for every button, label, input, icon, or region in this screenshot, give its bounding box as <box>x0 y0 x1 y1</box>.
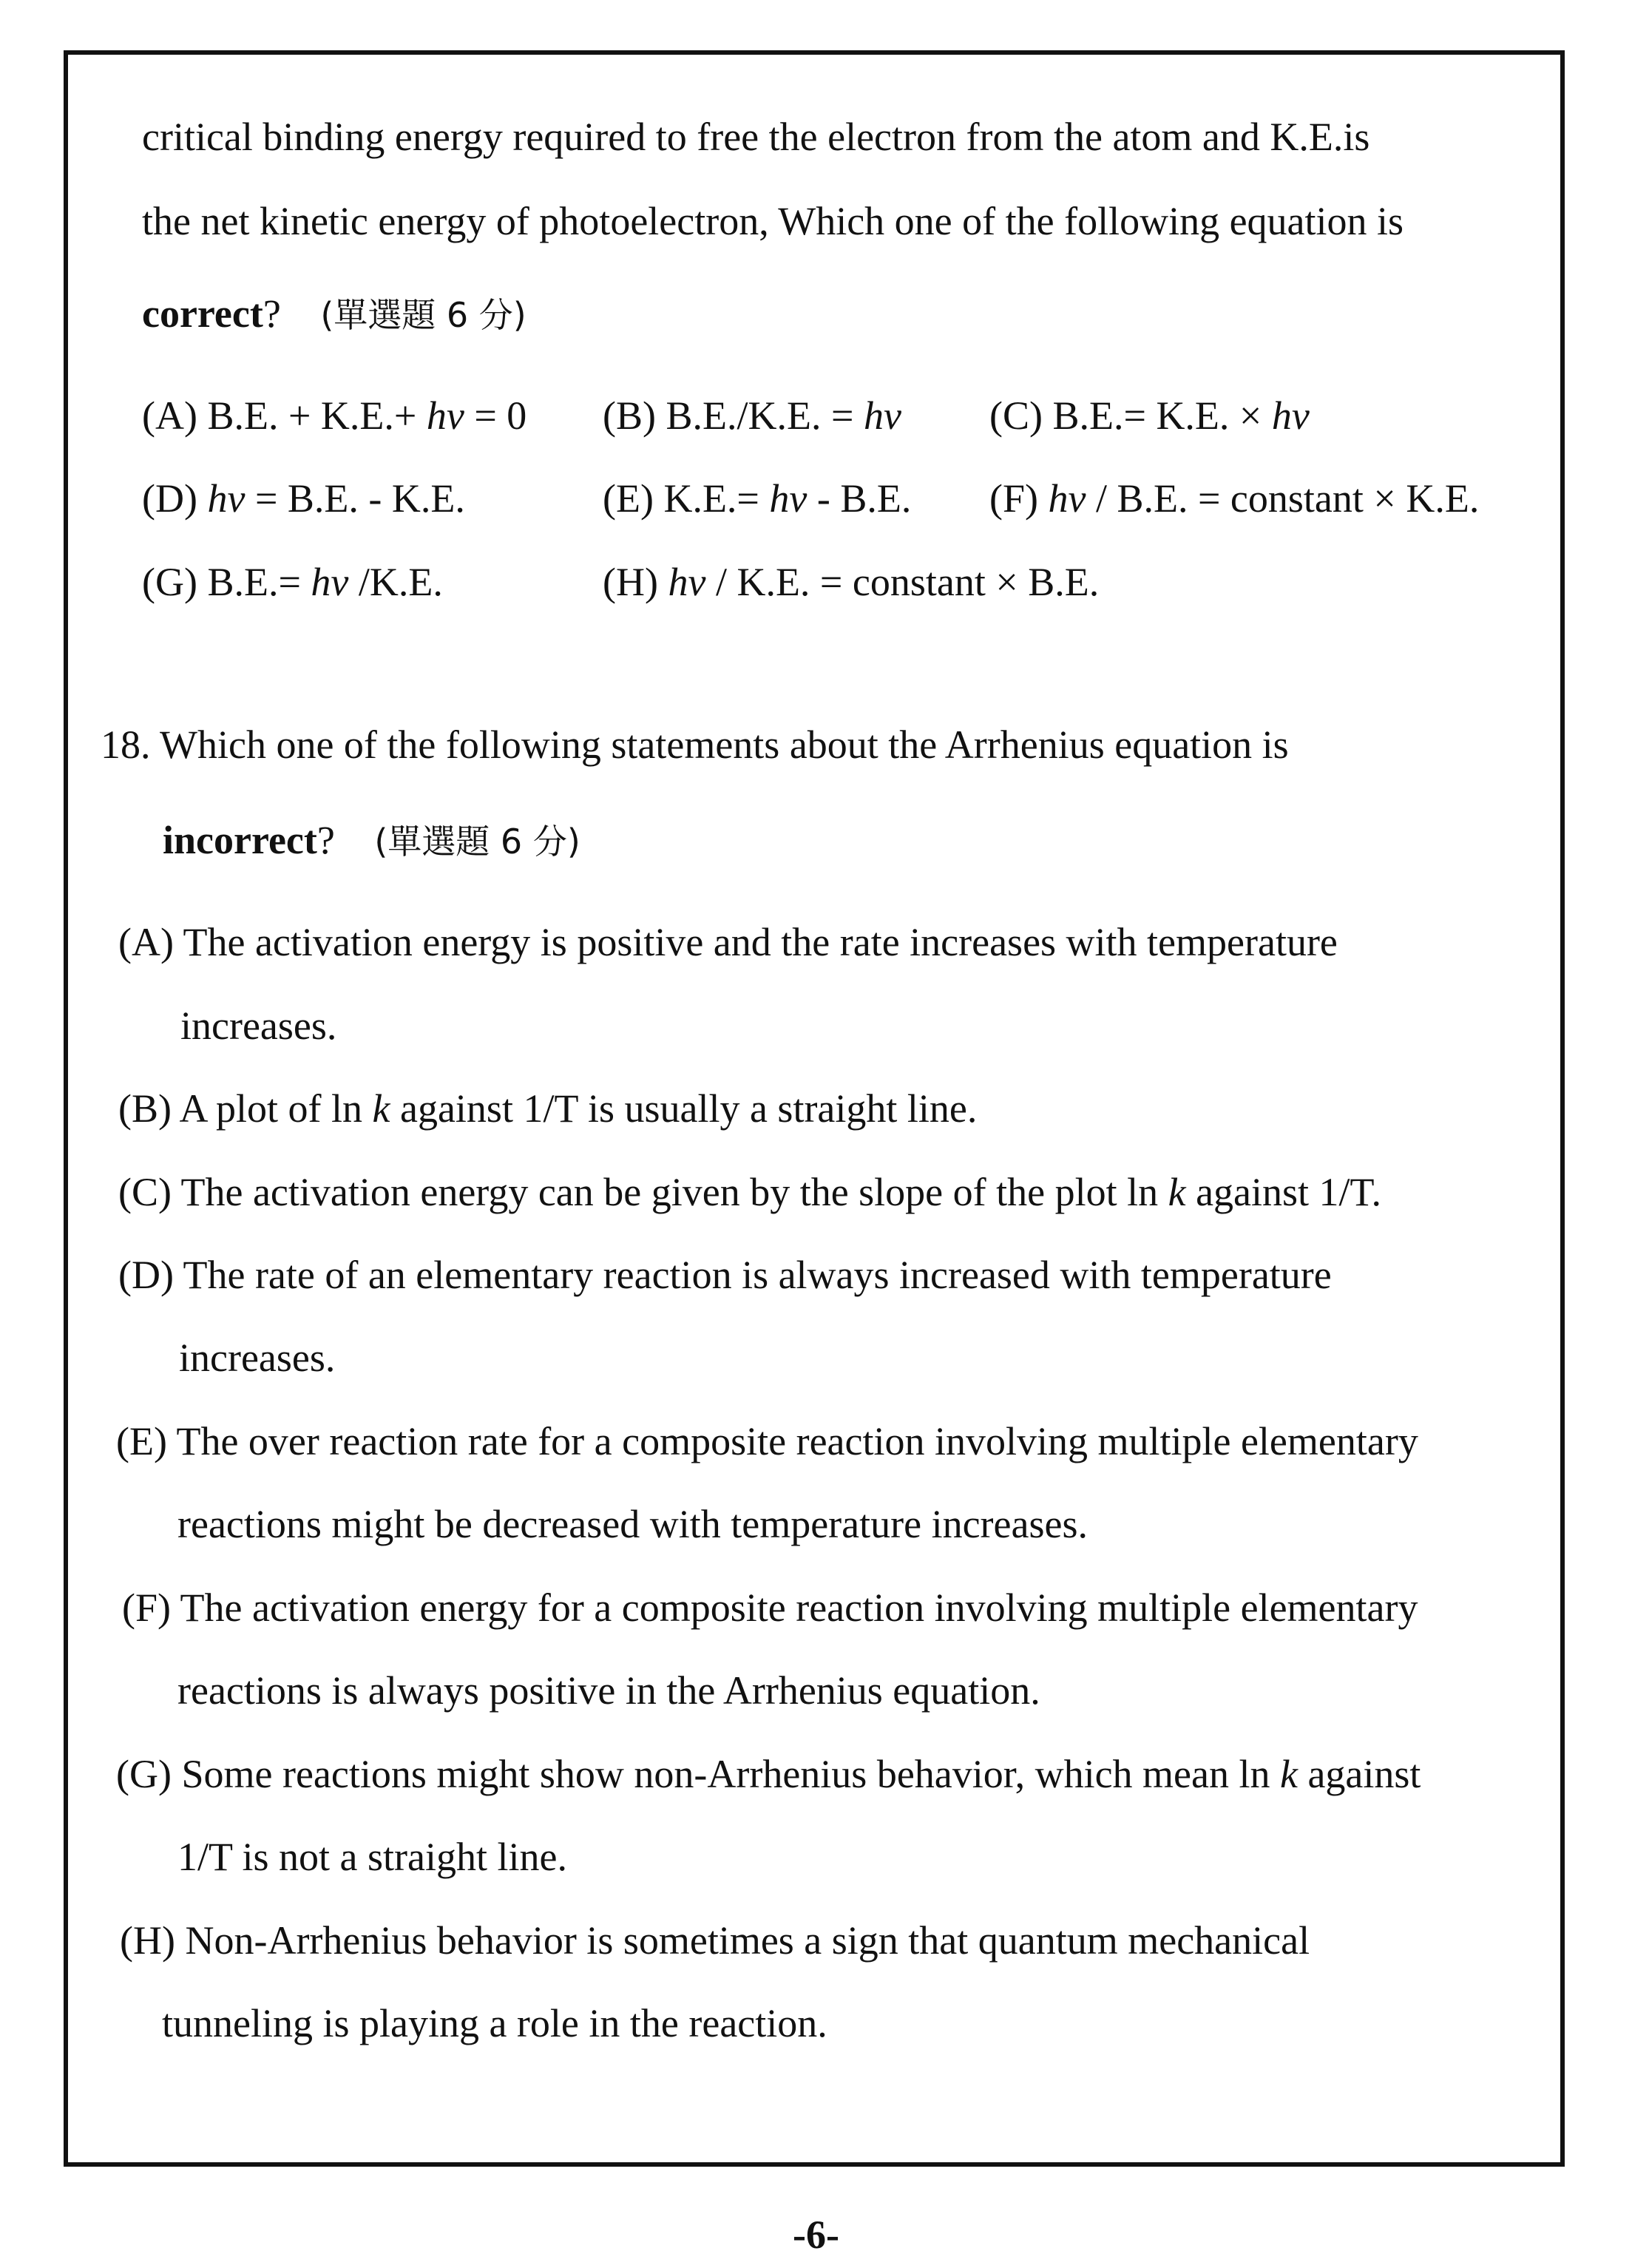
q18-option-g: (G) Some reactions might show non-Arrhenius behavior, which mean ln k against <box>116 1752 1421 1796</box>
hv-symbol: hv <box>769 476 807 521</box>
hv-symbol: hv <box>426 393 464 438</box>
hv-symbol: hv <box>1048 476 1086 521</box>
hv-symbol: hv <box>311 560 349 604</box>
q18-option-g-line-2: 1/T is not a straight line. <box>177 1835 567 1879</box>
q17-prompt <box>142 290 526 339</box>
k-symbol: k <box>372 1086 390 1131</box>
q18-option-b: (B) A plot of ln k against 1/T is usually a straight line. <box>118 1086 978 1131</box>
q17-tag: (單選題 6 分) <box>320 295 526 335</box>
q17-option-g: (G) B.E.= hv /K.E. <box>142 560 443 604</box>
q18-prompt <box>163 816 580 865</box>
q17-keyword: correct <box>142 291 263 336</box>
q17-intro-line-2: the net kinetic energy of photoelectron, Which one of the following equation is <box>142 199 1404 243</box>
q18-option-d-line-2: increases. <box>179 1336 336 1380</box>
q18-option-a-line-2: increases. <box>180 1003 337 1048</box>
q17-option-c: (C) B.E.= K.E. × hv <box>989 393 1310 438</box>
q18-option-d-line-1: (D) The rate of an elementary reaction is always increased with temperature <box>118 1253 1332 1297</box>
hv-symbol: hv <box>207 476 246 521</box>
q17-intro-line-1: critical binding energy required to free the electron from the atom and K.E.is <box>142 115 1370 159</box>
q17-option-a: (A) B.E. + K.E.+ hv = 0 <box>142 393 527 438</box>
hv-symbol: hv <box>1271 393 1310 438</box>
q18-option-h-line-1: (H) Non-Arrhenius behavior is sometimes a sign that quantum mechanical <box>120 1918 1310 1963</box>
k-symbol: k <box>1168 1170 1186 1214</box>
q18-option-h-line-2: tunneling is playing a role in the reaction. <box>162 2001 827 2045</box>
q18-question-mark: ? <box>316 818 335 862</box>
q18-option-f-line-1: (F) The activation energy for a composite reaction involving multiple elementary <box>122 1585 1418 1630</box>
hv-symbol: hv <box>863 393 901 438</box>
q18-option-e-line-1: (E) The over reaction rate for a composite reaction involving multiple elementary <box>116 1419 1418 1463</box>
q17-option-d: (D) hv = B.E. - K.E. <box>142 476 465 521</box>
q18-option-c: (C) The activation energy can be given by the slope of the plot ln k against 1/T. <box>118 1170 1382 1214</box>
k-symbol: k <box>1280 1752 1298 1796</box>
q18-option-f-line-2: reactions is always positive in the Arrhenius equation. <box>177 1668 1040 1713</box>
q18-tag: (單選題 6 分) <box>374 822 580 861</box>
q17-option-b: (B) B.E./K.E. = hv <box>603 393 901 438</box>
q17-option-f: (F) hv / B.E. = constant × K.E. <box>989 476 1480 521</box>
q17-question-mark: ? <box>263 291 281 336</box>
hv-symbol: hv <box>668 560 706 604</box>
q18-keyword: incorrect <box>163 818 317 862</box>
q17-option-h: (H) hv / K.E. = constant × B.E. <box>603 560 1100 604</box>
q18-stem: 18. Which one of the following statements about the Arrhenius equation is <box>101 722 1289 767</box>
q18-option-e-line-2: reactions might be decreased with temperature increases. <box>177 1502 1088 1546</box>
q18-option-a-line-1: (A) The activation energy is positive and the rate increases with temperature <box>118 920 1338 964</box>
q17-option-e: (E) K.E.= hv - B.E. <box>603 476 912 521</box>
page-number: -6- <box>793 2213 839 2257</box>
